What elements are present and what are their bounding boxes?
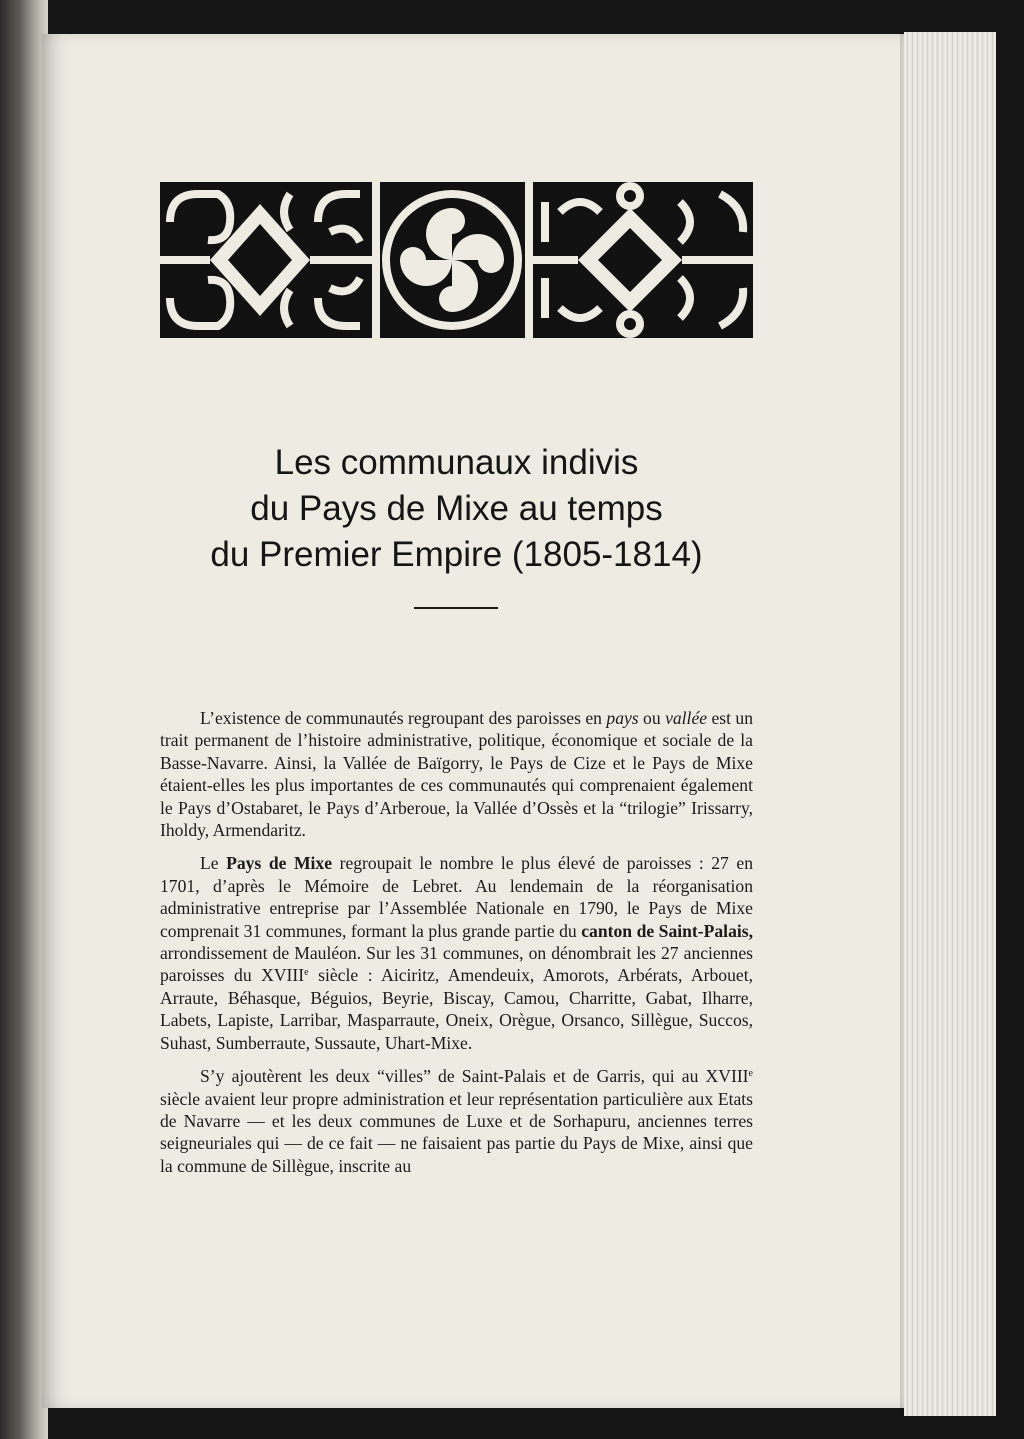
italic-run: vallée (665, 708, 708, 728)
paragraph-1 (160, 707, 753, 841)
basque-frieze-banner (160, 182, 753, 338)
text-run: ou (638, 708, 666, 728)
title-line-2: du Pays de Mixe au temps (250, 489, 663, 528)
title-divider (414, 607, 498, 609)
article-body (160, 707, 753, 1188)
text-run: S’y ajoutèrent les deux “villes” de Saint-Palais et de Garris, qui au XVIII (200, 1066, 749, 1087)
text-run: siècle : Aiciritz, Amendeuix, Amorots, Arbérats, Arbouet, Arraute, Béhasque, Béguios, Beyrie, Biscay, Camou, Charritte, Gabat, Ilharre, Labets, Lapiste, Larribar, Masparraute, Oneix, Orègue, Orsanco, Sillègue, Succos, Suhast, Sumberraute, Sussaute, Uhart-Mixe. (160, 965, 753, 1053)
superscript: e (304, 967, 309, 979)
paragraph-2 (160, 852, 753, 1054)
text-run: arrondissement de Mauléon. Sur les 31 communes, on dénombrait les 27 anciennes paroisses du XVIII (160, 943, 753, 986)
text-run: est un trait permanent de l’histoire administrative, politique, économique et sociale de la Basse-Navarre. Ainsi, la Vallée de Baïgorry, le Pays de Cize et le Pays de Mixe étaient-elles les plus importantes de ces communautés qui comprenaient également le Pays d’Ostabaret, le Pays d’Arberoue, la Vallée d’Ossès et la “trilogie” Irissarry, Iholdy, Armendaritz. (160, 708, 754, 841)
title-line-3: du Premier Empire (1805-1814) (210, 535, 703, 574)
bold-run: canton de Saint-Palais, (581, 920, 754, 941)
text-run: Le (200, 853, 227, 874)
text-run: regroupait le nombre le plus élevé de paroisses : 27 en 1701, d’après le Mémoire de Lebret. Au lendemain de la réorganisation administrative entreprise par l’Assemblée Nationale en 1790, le Pays de Mixe comprenait 31 communes, formant la plus grande partie du (160, 853, 753, 941)
text-run: L’existence de communautés regroupant des paroisses en (200, 708, 607, 728)
article-title (160, 440, 753, 578)
facing-page-edge (0, 0, 48, 1439)
paragraph-3 (160, 1065, 753, 1177)
italic-run: pays (606, 708, 639, 728)
bold-run: Pays de Mixe (226, 853, 333, 874)
superscript: e (748, 1068, 753, 1080)
title-line-1: Les communaux indivis (274, 443, 639, 482)
page-stack-edges (904, 32, 996, 1416)
text-run: siècle avaient leur propre administration et leur représentation particulière aux Etats de Navarre — et les deux communes de Luxe et de Sorhapuru, anciennes terres seigneuriales qui — de ce fait — ne faisaient pas partie du Pays de Mixe, ainsi que la commune de Sillègue, inscrite au (160, 1088, 753, 1176)
